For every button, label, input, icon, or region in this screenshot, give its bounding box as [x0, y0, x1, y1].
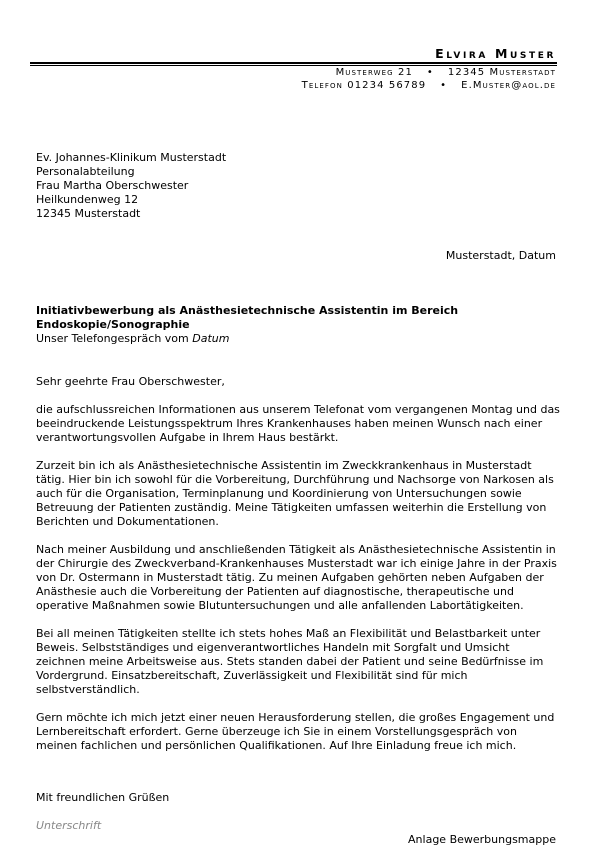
separator-bullet: • — [426, 67, 434, 78]
header-rule-thin — [30, 65, 557, 66]
reference-prefix: Unser Telefongespräch vom — [36, 332, 193, 345]
sender-email: E.Muster@aol.de — [461, 80, 556, 91]
subject-line: Initiativbewerbung als Anästhesietechnische Assistentin im Bereich Endoskopie/Sonographie — [36, 304, 459, 331]
body-paragraph: Bei all meinen Tätigkeiten stellte ich stets hohes Maß an Flexibilität und Belastbarkeit unter Beweis. Selbstständiges und eigenverantwortliches Handeln mit Sorgfalt und Umsicht zeichnen meine Arbeitsweise aus. Stets standen dabei der Patient und seine Bedürfnisse im Vordergrund. Einsatzbereitschaft, Zuverlässigkeit und Flexibilität sind für mich selbstverständlich. — [36, 627, 544, 696]
letter-date: Musterstadt, Datum — [445, 249, 556, 262]
sender-phone: Telefon 01234 56789 — [301, 80, 427, 91]
body-paragraph: Gern möchte ich mich jetzt einer neuen Herausforderung stellen, die großes Engagement und Lernbereitschaft erfordert. Gerne überzeuge ich Sie in einem Vorstellungsgespräch von meinen fachlichen und persönlichen Qualifikationen. Auf Ihre Einladung freue ich mich. — [36, 711, 555, 752]
reference-date: Datum — [192, 332, 230, 345]
letterhead — [0, 0, 600, 100]
sender-address-line — [336, 67, 556, 78]
sender-name: Elvira Muster — [435, 46, 556, 61]
separator-bullet: • — [440, 80, 448, 91]
enclosure-note: Anlage Bewerbungsmappe — [408, 833, 556, 846]
sender-city: 12345 Musterstadt — [447, 67, 556, 78]
recipient-line: Personalabteilung — [36, 165, 135, 178]
body-paragraph: Zurzeit bin ich als Anästhesietechnische Assistentin im Zweckkrankenhaus in Musterstadt tätig. Hier bin ich sowohl für die Vorbereitung, Durchführung und Nachsorge von Narkosen als auch für die Organisation, Terminplanung und Koordinierung von Untersuchungen sowie Betreuung der Patienten zuständig. Meine Tätigkeiten umfassen weiterhin die Erstellung von Berichten und Dokumentationen. — [36, 459, 554, 528]
recipient-address — [36, 151, 226, 221]
subject-reference — [36, 332, 556, 346]
recipient-line: Ev. Johannes-Klinikum Musterstadt — [36, 151, 227, 164]
recipient-line: Frau Martha Oberschwester — [36, 179, 189, 192]
body-paragraph: Nach meiner Ausbildung und anschließenden Tätigkeit als Anästhesietechnische Assistentin in der Chirurgie des Zweckverband-Krankenhauses Musterstadt war ich einige Jahre in der Praxis von Dr. Ostermann in Musterstadt tätig. Zu meinen Aufgaben gehörten neben Aufgaben der Anästhesie auch die Vorbereitung der Patienten auf diagnostische, therapeutische und operative Maßnahmen sowie Blutuntersuchungen und alle anfallenden Labortätigkeiten. — [36, 543, 557, 612]
body-paragraph: die aufschlussreichen Informationen aus unserem Telefonat vom vergangenen Montag und das beeindruckende Leistungsspektrum Ihres Krankenhauses haben meinen Wunsch nach einer verantwortungsvollen Aufgabe in Ihrem Haus bestärkt. — [36, 403, 560, 444]
recipient-line: Heilkundenweg 12 — [36, 193, 139, 206]
closing: Mit freundlichen Grüßen — [36, 791, 170, 804]
sender-street: Musterweg 21 — [335, 67, 413, 78]
recipient-line: 12345 Musterstadt — [36, 207, 141, 220]
sender-contact-line — [302, 80, 556, 91]
letter-body — [36, 403, 560, 767]
salutation: Sehr geehrte Frau Oberschwester, — [36, 375, 225, 388]
subject-block — [36, 304, 556, 346]
signature-placeholder: Unterschrift — [36, 819, 102, 832]
header-rule-thick — [30, 62, 557, 64]
